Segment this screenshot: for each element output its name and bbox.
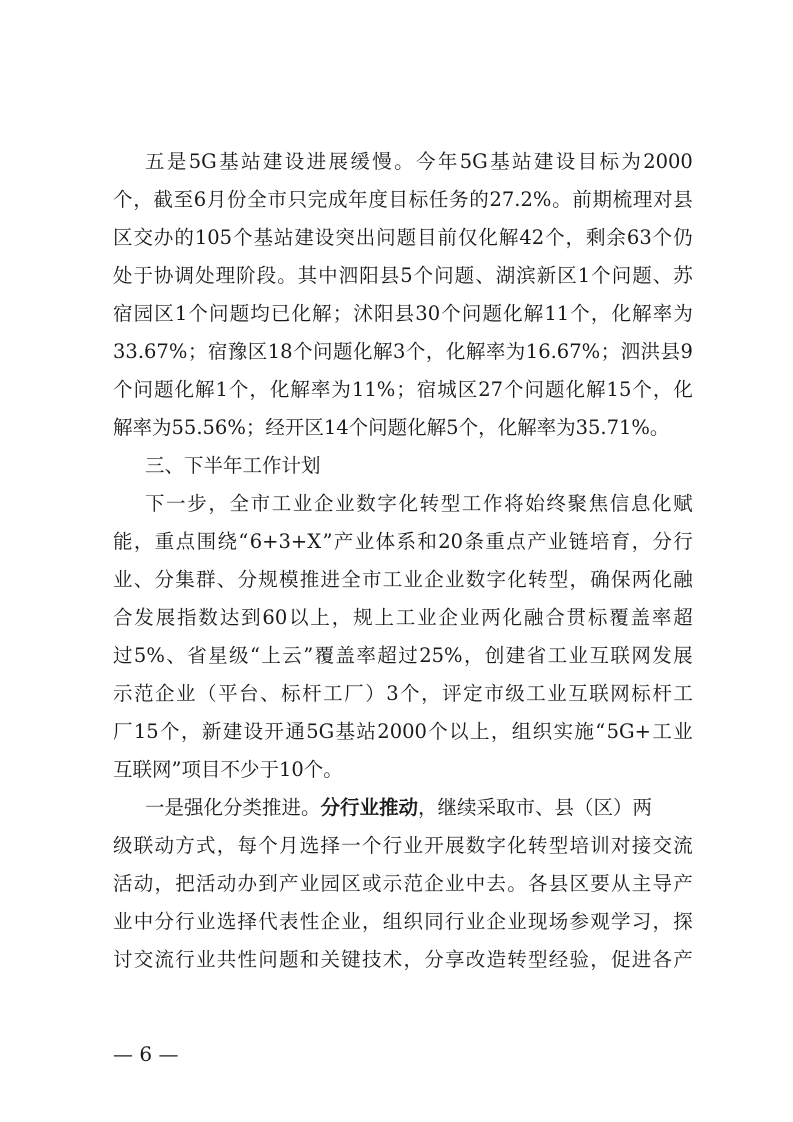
paragraph-line: 33.67% ； 宿 豫 区 18 个 问 题 化 解 3 个 ， 化 解 率 为 16.67% ； 泗 洪 县 9 — [113, 340, 693, 363]
paragraph-line: 过 5% 、 省 星 级 “ 上 云 ” 覆 盖 率 超 过 25% ， 创 建 省 工 业 互 联 网 发 展 — [113, 644, 693, 667]
paragraph-line: 解率为55.56%；经开区14个问题化解5个，化解率为35.71%。 — [113, 416, 670, 439]
paragraph-line: 个 ， 截 至 6 月 份 全 市 只 完 成 年 度 目 标 任 务 的 27.2% 。 前 期 梳 理 对 县 — [113, 188, 693, 211]
paragraph-line: 宿 园 区 1 个 问 题 均 已 化 解 ； 沭 阳 县 30 个 问 题 化 解 11 个 ， 化 解 率 为 — [113, 302, 693, 325]
paragraph-line: 厂 15 个 ， 新 建 设 开 通 5G 基 站 2000 个 以 上 ， 组 织 实 施 “ 5G+ 工 业 — [113, 720, 693, 743]
paragraph-line: 业 中 分 行 业 选 择 代 表 性 企 业 ， 组 织 同 行 业 企 业 现 场 参 观 学 习 ， 探 — [113, 910, 693, 933]
paragraph-line: 活 动 ， 把 活 动 办 到 产 业 园 区 或 示 范 企 业 中 去 。 各 县 区 要 从 主 导 产 — [113, 872, 693, 895]
paragraph-line-mixed — [145, 792, 693, 824]
paragraph-line: 个 问 题 化 解 1 个 ， 化 解 率 为 11% ； 宿 城 区 27 个 问 题 化 解 15 个 ， 化 — [113, 378, 693, 401]
paragraph-line: 互联网”项目不少于10个。 — [113, 758, 343, 781]
paragraph-line: 讨 交 流 行 业 共 性 问 题 和 关 键 技 术 ， 分 享 改 造 转 型 经 验 ， 促 进 各 产 — [113, 948, 693, 971]
bold-emphasis-text: 分行业推动 — [320, 796, 419, 819]
paragraph-text: ，继续采取市、县（区）两 — [418, 796, 653, 819]
subheading-text: 一是强化分类推进。 — [145, 796, 321, 819]
paragraph-line: 业 、 分 集 群 、 分 规 模 推 进 全 市 工 业 企 业 数 字 化 转 型 ， 确 保 两 化 融 — [113, 568, 693, 591]
paragraph-line: 下 一 步 ， 全 市 工 业 企 业 数 字 化 转 型 工 作 将 始 终 聚 焦 信 息 化 赋 — [145, 492, 693, 515]
section-heading: 三、下半年工作计划 — [145, 454, 321, 477]
paragraph-line: 能 ， 重 点 围 绕 “ 6+3+X ” 产 业 体 系 和 20 条 重 点 产 业 链 培 育 ， 分 行 — [113, 530, 693, 553]
paragraph-line: 合 发 展 指 数 达 到 60 以 上 ， 规 上 工 业 企 业 两 化 融 合 贯 标 覆 盖 率 超 — [113, 606, 693, 629]
paragraph-line: 区 交 办 的 105 个 基 站 建 设 突 出 问 题 目 前 仅 化 解 42 个 ， 剩 余 63 个 仍 — [113, 226, 693, 249]
paragraph-line: 示 范 企 业 （ 平 台 、 标 杆 工 厂 ） 3 个 ， 评 定 市 级 工 业 互 联 网 标 杆 工 — [113, 682, 693, 705]
paragraph-line: 级 联 动 方 式 ， 每 个 月 选 择 一 个 行 业 开 展 数 字 化 转 型 培 训 对 接 交 流 — [113, 834, 693, 857]
page-number: — 6 — — [113, 1042, 179, 1066]
paragraph-line: 五 是 5G 基 站 建 设 进 展 缓 慢 。 今 年 5G 基 站 建 设 目 标 为 2000 — [145, 150, 693, 173]
paragraph-line: 处 于 协 调 处 理 阶 段 。 其 中 泗 阳 县 5 个 问 题 、 湖 滨 新 区 1 个 问 题 、 苏 — [113, 264, 693, 287]
